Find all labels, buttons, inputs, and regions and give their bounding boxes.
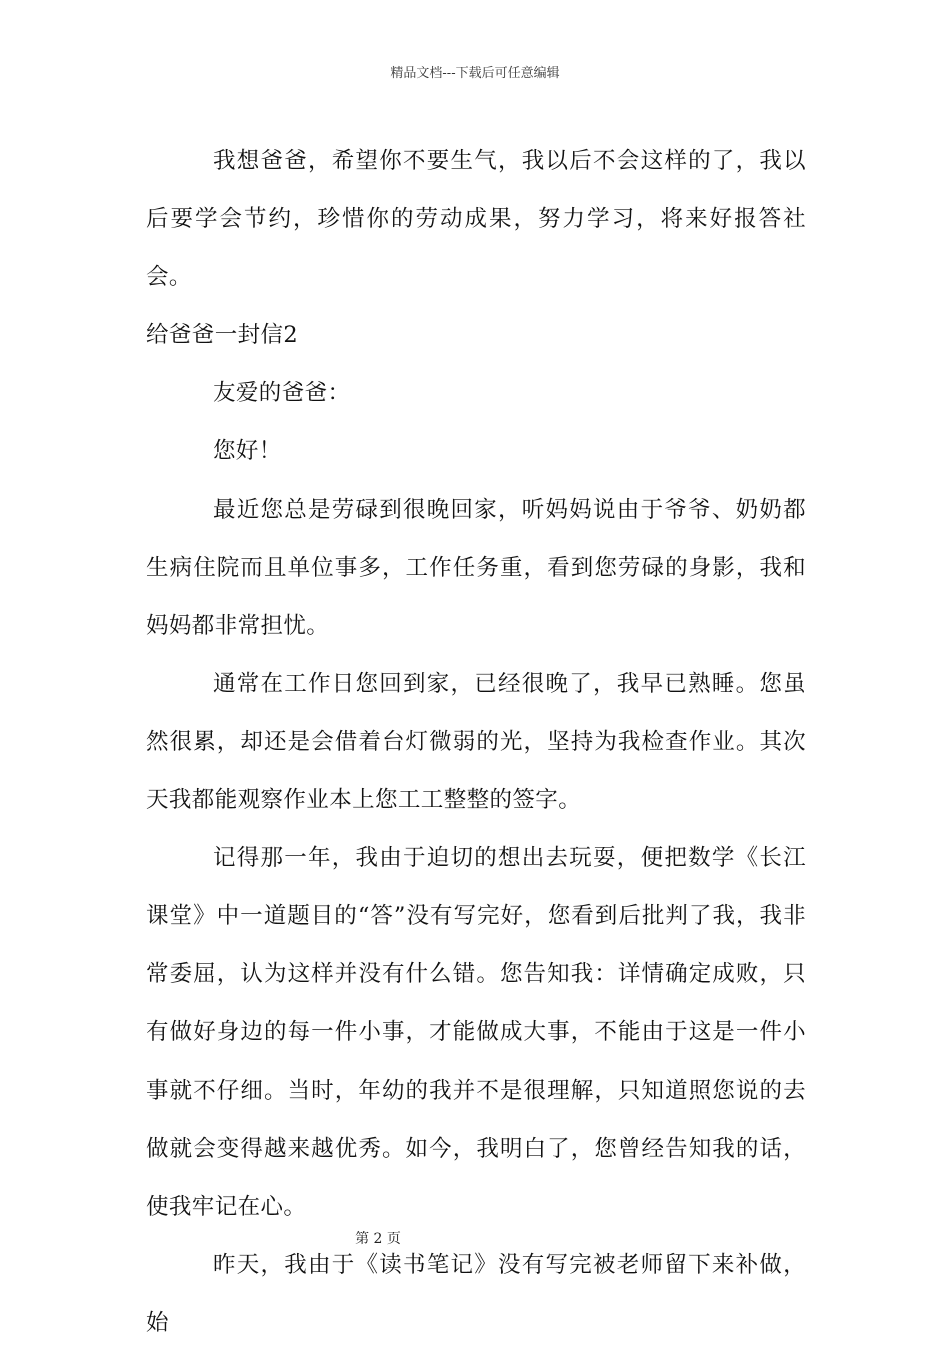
letter-title: 给爸爸一封信2 [146,322,299,349]
paragraph-yesterday: 昨天，我由于《读书笔记》没有写完被老师留下来补做，始 [146,1251,806,1336]
paragraph-apology: 我想爸爸，希望你不要生气，我以后不会这样的了，我以后要学会节约，珍惜你的劳动成果，努力学习，将来好报答社会。 [146,148,806,291]
page-number: 第 2 页 [355,1231,401,1247]
letter-greeting: 您好！ [213,438,282,465]
paragraph-homework-check: 通常在工作日您回到家，已经很晚了，我早已熟睡。您虽然很累，却还是会借着台灯微弱的光，坚持为我检查作业。其次天我都能观察作业本上您工工整整的签字。 [146,670,806,814]
page-header: 精品文档---下载后可任意编辑 [390,66,560,81]
letter-salutation: 友爱的爸爸： [213,380,351,407]
document-body [146,132,806,1352]
paragraph-memory: 记得那一年，我由于迫切的想出去玩耍，便把数学《长江课堂》中一道题目的“答”没有写完好，您看到后批判了我，我非常委屈，认为这样并没有什么错。您告知我：详情确定成败，只有做好身边的每一件小事，才能做成大事，不能由于这是一件小事就不仔细。当时，年幼的我并不是很理解，只知道照您说的去做就会变得越来越优秀。如今，我明白了，您曾经告知我的话，使我牢记在心。 [146,845,806,1220]
paragraph-busy-father: 最近您总是劳碌到很晚回家，听妈妈说由于爷爷、奶奶都生病住院而且单位事多，工作任务重，看到您劳碌的身影，我和妈妈都非常担忧。 [146,496,806,639]
